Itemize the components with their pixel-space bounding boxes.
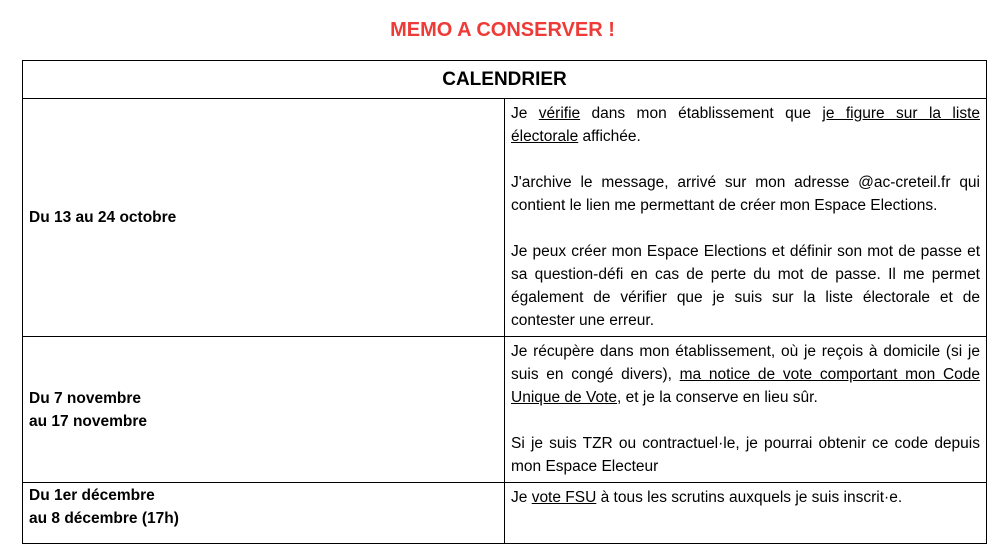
text-segment: Je xyxy=(511,105,539,122)
step-paragraph xyxy=(511,340,980,409)
text-segment: , et je la conserve en lieu sûr. xyxy=(617,389,818,406)
calendar-header: CALENDRIER xyxy=(23,61,987,99)
text-segment: dans mon établissement que xyxy=(580,105,823,122)
text-segment: affichée. xyxy=(578,128,641,145)
period-label: au 8 décembre (17h) xyxy=(29,510,179,527)
table-row xyxy=(23,99,987,337)
period-cell xyxy=(23,337,505,483)
content-cell xyxy=(505,483,987,544)
period-label: au 17 novembre xyxy=(29,412,148,430)
period-cell xyxy=(23,483,505,544)
table-row xyxy=(23,337,987,483)
text-segment: à tous les scrutins auxquels je suis inscrit·e. xyxy=(596,489,903,506)
step-paragraph: Je peux créer mon Espace Elections et définir son mot de passe et sa question-défi en cas de perte du mot de passe. Il me permet également de vérifier que je suis sur la liste électorale et de contester une erreur. xyxy=(511,243,980,329)
step-paragraph xyxy=(511,102,980,148)
period-label: Du 13 au 24 octobre xyxy=(29,209,177,226)
table-row xyxy=(23,483,987,544)
calendar-table xyxy=(22,60,987,544)
text-segment: Je récupère dans mon établissement, où je reçois à domicile (si je suis en congé divers), xyxy=(511,343,980,383)
underlined-text: vote FSU xyxy=(531,489,597,506)
content-cell xyxy=(505,99,987,337)
underlined-text: ma notice de vote comportant mon Code Unique de Vote xyxy=(511,366,980,406)
step-paragraph xyxy=(511,486,980,509)
step-paragraph: Si je suis TZR ou contractuel·le, je pourrai obtenir ce code depuis mon Espace Electeur xyxy=(511,435,980,475)
step-paragraph: J'archive le message, arrivé sur mon adresse @ac-creteil.fr qui contient le lien me permettant de créer mon Espace Elections. xyxy=(511,174,980,214)
memo-title: MEMO A CONSERVER ! xyxy=(390,19,615,41)
underlined-text: je figure sur la liste électorale xyxy=(511,105,980,145)
period-cell xyxy=(23,99,505,337)
underlined-text: vérifie xyxy=(538,105,581,122)
period-label: Du 7 novembre xyxy=(29,389,141,407)
calendar-header-row xyxy=(23,61,987,99)
content-cell xyxy=(505,337,987,483)
period-label: Du 1er décembre xyxy=(29,487,155,504)
text-segment: Je xyxy=(511,489,532,506)
